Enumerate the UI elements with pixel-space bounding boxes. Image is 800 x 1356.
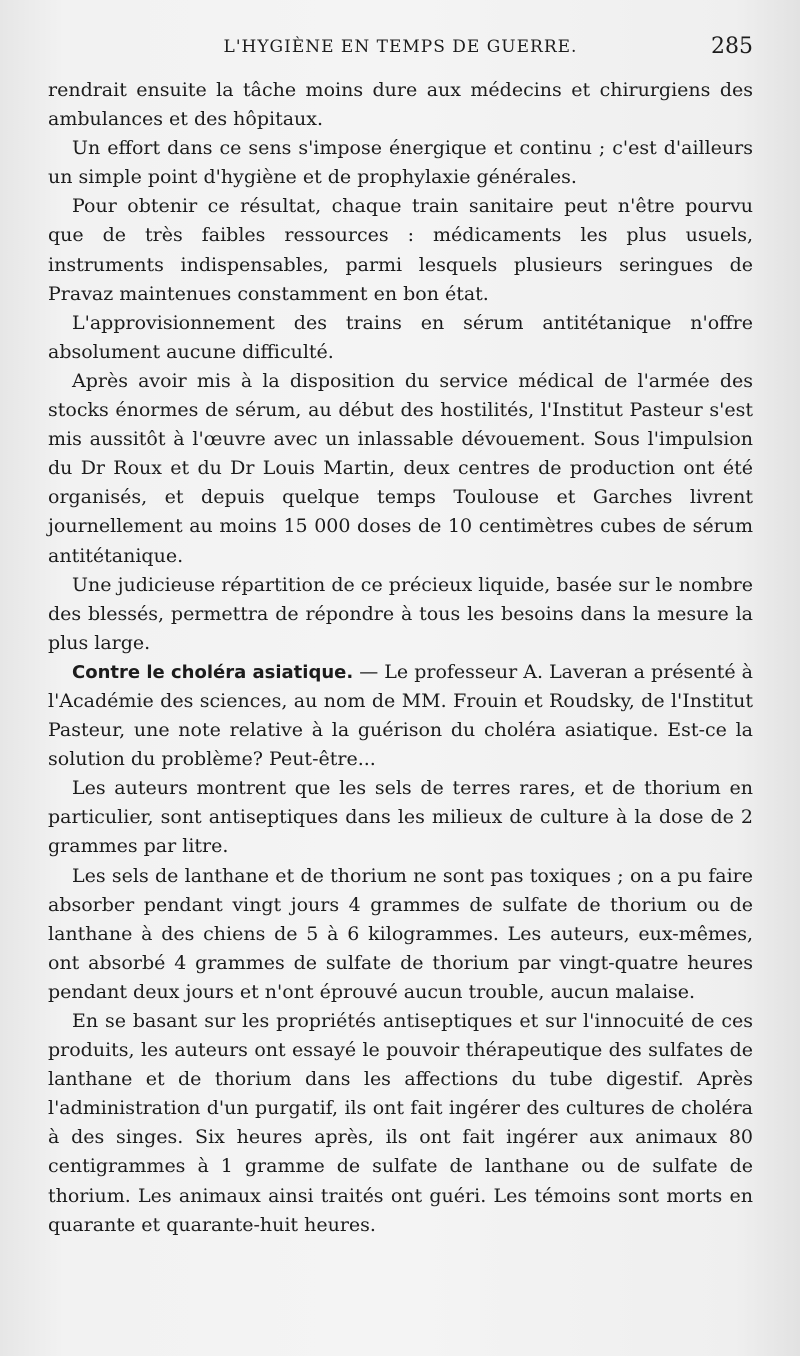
paragraph: En se basant sur les propriétés antiseptiques et sur l'innocuité de ces produits, les auteurs ont essayé le pouvoir thérapeutique des sulfates de lanthane et de thorium dans les affections du tube digestif. Après l'administration d'un purgatif, ils ont fait ingérer des cultures de choléra à des singes. Six heures après, ils ont fait ingérer aux animaux 80 centigrammes à 1 gramme de sulfate de lanthane ou de sulfate de thorium. Les animaux ainsi traités ont guéri. Les témoins sont morts en quarante et quarante-huit heures. bbox=[48, 1010, 753, 1236]
body-text bbox=[48, 76, 753, 1240]
paragraph: Un effort dans ce sens s'impose énergique et continu ; c'est d'ailleurs un simple point d'hygiène et de prophylaxie générales. bbox=[48, 137, 753, 189]
paragraph: L'approvisionnement des trains en sérum antitétanique n'offre absolument aucune difficulté. bbox=[48, 311, 753, 363]
paragraph: Une judicieuse répartition de ce précieux liquide, basée sur le nombre des blessés, permettra de répondre à tous les besoins dans la mesure la plus large. bbox=[48, 573, 753, 654]
running-header bbox=[48, 34, 753, 60]
paragraph: Les sels de lanthane et de thorium ne sont pas toxiques ; on a pu faire absorber pendant vingt jours 4 grammes de sulfate de thorium ou de lanthane à des chiens de 5 à 6 kilogrammes. Les auteurs, eux-mêmes, ont absorbé 4 grammes de sulfate de thorium par vingt-quatre heures pendant deux jours et n'ont éprouvé aucun trouble, aucun malaise. bbox=[48, 864, 753, 1003]
section-paragraph bbox=[48, 658, 753, 774]
paragraph-continued: rendrait ensuite la tâche moins dure aux médecins et chirurgiens des ambulances et des hôpitaux. bbox=[48, 79, 753, 131]
paragraph: Après avoir mis à la disposition du service médical de l'armée des stocks énormes de sérum, au début des hostilités, l'Institut Pasteur s'est mis aussitôt à l'œuvre avec un inlassable dévouement. Sous l'impulsion du Dr Roux et du Dr Louis Martin, deux centres de production ont été organisés, et depuis quelque temps Toulouse et Garches livrent journellement au moins 15 000 doses de 10 centimètres cubes de sérum antitétanique. bbox=[48, 369, 753, 567]
section-intro: — Le professeur A. Laveran a présenté à l'Académie des sciences, au nom de MM. Frouin et Roudsky, de l'Institut Pasteur, une note relative à la guérison du choléra asiatique. Est-ce la solution du problème? Peut-être... bbox=[48, 660, 754, 771]
section-heading: Contre le choléra asiatique. bbox=[72, 661, 354, 683]
page-number: 285 bbox=[711, 34, 753, 59]
paragraph: Les auteurs montrent que les sels de terres rares, et de thorium en particulier, sont antiseptiques dans les milieux de culture à la dose de 2 grammes par litre. bbox=[48, 777, 753, 858]
paragraph: Pour obtenir ce résultat, chaque train sanitaire peut n'être pourvu que de très faibles ressources : médicaments les plus usuels, instruments indispensables, parmi lesquels plusieurs seringues de Pravaz maintenues constamment en bon état. bbox=[48, 195, 753, 305]
running-title: L'HYGIÈNE EN TEMPS DE GUERRE. bbox=[223, 37, 578, 57]
